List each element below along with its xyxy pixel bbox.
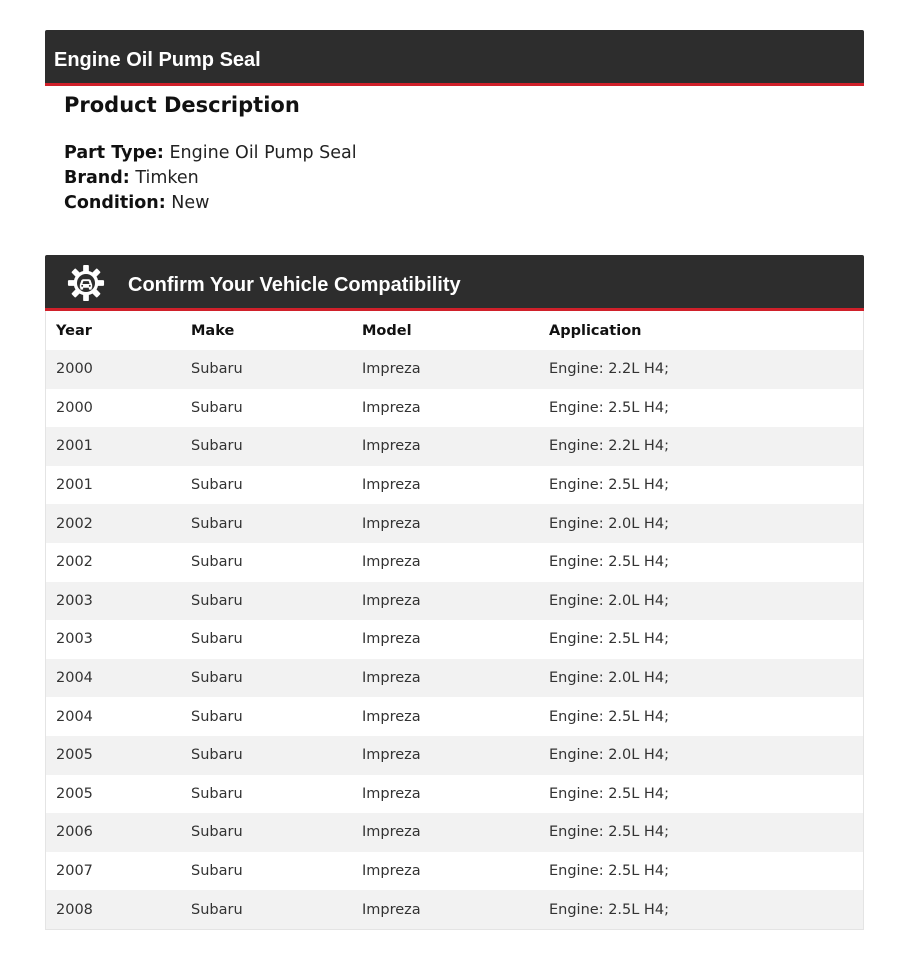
compatibility-header-bar	[45, 255, 864, 311]
cell-year: 2008	[46, 890, 181, 929]
cell-make: Subaru	[181, 813, 352, 852]
cell-application: Engine: 2.0L H4;	[539, 736, 863, 775]
cell-year: 2000	[46, 389, 181, 428]
cell-application: Engine: 2.5L H4;	[539, 466, 863, 505]
cell-model: Impreza	[352, 813, 539, 852]
cell-model: Impreza	[352, 543, 539, 582]
cell-model: Impreza	[352, 350, 539, 389]
cell-make: Subaru	[181, 350, 352, 389]
spec-list	[64, 141, 357, 216]
table-row	[46, 582, 863, 621]
cell-make: Subaru	[181, 775, 352, 814]
cell-model: Impreza	[352, 582, 539, 621]
cell-application: Engine: 2.5L H4;	[539, 543, 863, 582]
cell-year: 2004	[46, 659, 181, 698]
cell-make: Subaru	[181, 427, 352, 466]
cell-model: Impreza	[352, 852, 539, 891]
cell-make: Subaru	[181, 620, 352, 659]
description-heading: Product Description	[64, 93, 300, 117]
cell-application: Engine: 2.5L H4;	[539, 775, 863, 814]
cell-year: 2003	[46, 620, 181, 659]
cell-make: Subaru	[181, 659, 352, 698]
spec-label: Part Type:	[64, 143, 164, 163]
cell-year: 2004	[46, 697, 181, 736]
cell-model: Impreza	[352, 659, 539, 698]
spec-label: Condition:	[64, 193, 166, 213]
cell-application: Engine: 2.0L H4;	[539, 504, 863, 543]
cell-year: 2005	[46, 775, 181, 814]
cell-make: Subaru	[181, 697, 352, 736]
compatibility-title: Confirm Your Vehicle Compatibility	[128, 274, 461, 296]
cell-year: 2002	[46, 543, 181, 582]
table-header-row	[46, 311, 863, 350]
table-row	[46, 543, 863, 582]
cell-application: Engine: 2.2L H4;	[539, 427, 863, 466]
product-description	[64, 90, 357, 216]
column-header-year: Year	[46, 311, 181, 350]
product-title: Engine Oil Pump Seal	[54, 49, 261, 71]
cell-make: Subaru	[181, 890, 352, 929]
cell-application: Engine: 2.0L H4;	[539, 659, 863, 698]
cell-application: Engine: 2.5L H4;	[539, 389, 863, 428]
table-row	[46, 466, 863, 505]
spec-value: New	[171, 193, 210, 213]
cell-model: Impreza	[352, 775, 539, 814]
cell-make: Subaru	[181, 852, 352, 891]
cell-year: 2001	[46, 427, 181, 466]
spec-condition	[64, 191, 357, 216]
table-row	[46, 504, 863, 543]
compatibility-table	[45, 311, 864, 930]
table-row	[46, 620, 863, 659]
cell-year: 2002	[46, 504, 181, 543]
cell-year: 2001	[46, 466, 181, 505]
table-row	[46, 852, 863, 891]
cell-application: Engine: 2.0L H4;	[539, 582, 863, 621]
product-title-bar	[45, 30, 864, 86]
column-header-application: Application	[539, 311, 863, 350]
cell-application: Engine: 2.5L H4;	[539, 852, 863, 891]
column-header-model: Model	[352, 311, 539, 350]
cell-make: Subaru	[181, 466, 352, 505]
cell-model: Impreza	[352, 890, 539, 929]
table-row	[46, 775, 863, 814]
cell-application: Engine: 2.5L H4;	[539, 620, 863, 659]
spec-value: Timken	[135, 168, 199, 188]
table-body	[46, 350, 863, 929]
cell-year: 2006	[46, 813, 181, 852]
table-row	[46, 389, 863, 428]
table-row	[46, 813, 863, 852]
cell-year: 2005	[46, 736, 181, 775]
table-row	[46, 350, 863, 389]
cell-model: Impreza	[352, 389, 539, 428]
table-row	[46, 659, 863, 698]
cell-model: Impreza	[352, 504, 539, 543]
table-row	[46, 890, 863, 929]
cell-application: Engine: 2.5L H4;	[539, 697, 863, 736]
cell-year: 2007	[46, 852, 181, 891]
cell-model: Impreza	[352, 620, 539, 659]
cell-make: Subaru	[181, 543, 352, 582]
cell-year: 2003	[46, 582, 181, 621]
column-header-make: Make	[181, 311, 352, 350]
cell-year: 2000	[46, 350, 181, 389]
table-row	[46, 427, 863, 466]
spec-brand	[64, 166, 357, 191]
cell-model: Impreza	[352, 736, 539, 775]
cell-application: Engine: 2.2L H4;	[539, 350, 863, 389]
table-row	[46, 736, 863, 775]
cell-make: Subaru	[181, 582, 352, 621]
spec-value: Engine Oil Pump Seal	[169, 143, 357, 163]
cell-application: Engine: 2.5L H4;	[539, 813, 863, 852]
cell-make: Subaru	[181, 504, 352, 543]
cell-make: Subaru	[181, 389, 352, 428]
spec-part-type	[64, 141, 357, 166]
gear-car-icon	[67, 264, 105, 302]
cell-model: Impreza	[352, 697, 539, 736]
cell-make: Subaru	[181, 736, 352, 775]
table-row	[46, 697, 863, 736]
cell-model: Impreza	[352, 466, 539, 505]
spec-label: Brand:	[64, 168, 130, 188]
cell-application: Engine: 2.5L H4;	[539, 890, 863, 929]
cell-model: Impreza	[352, 427, 539, 466]
